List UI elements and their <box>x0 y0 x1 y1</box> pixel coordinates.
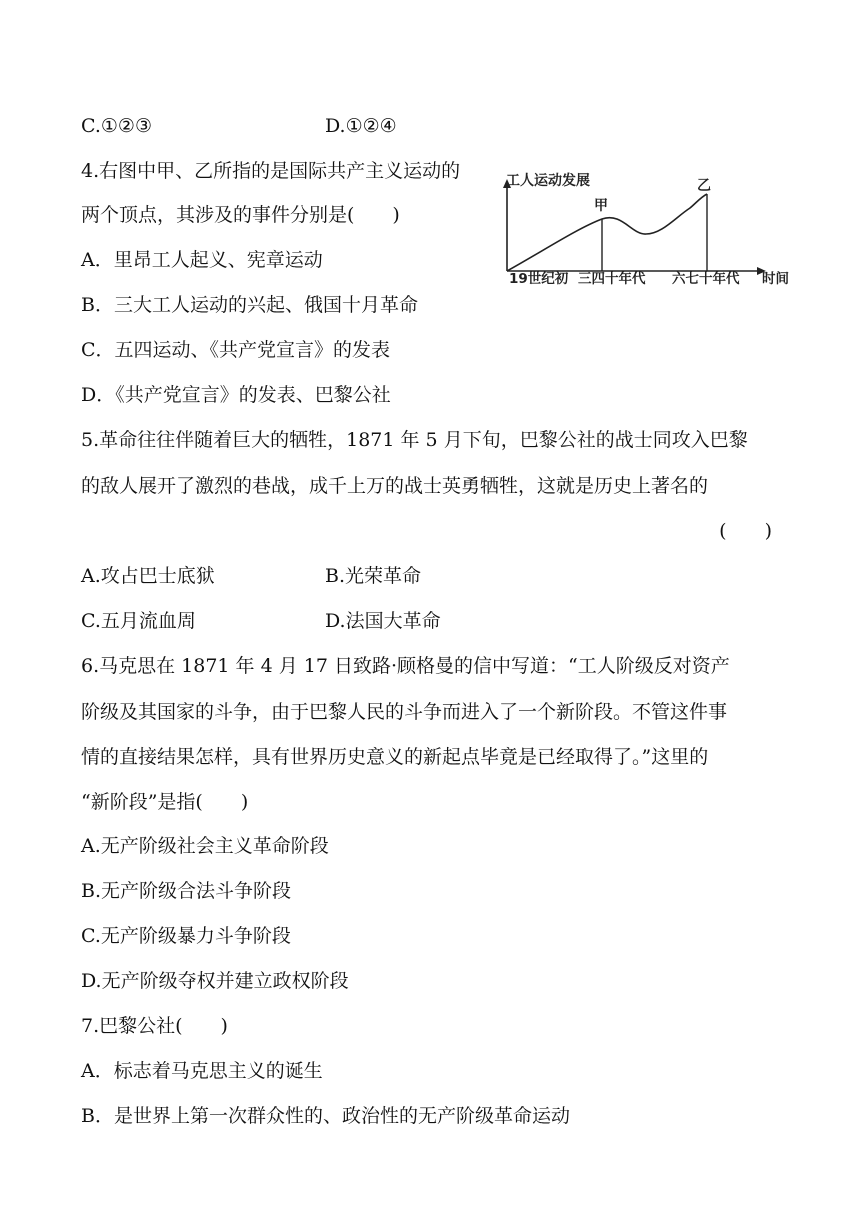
figure-tick-1830s-40s: 三四十年代 <box>578 271 646 287</box>
q4-option-c: C．五四运动、《共产党宣言》的发表 <box>81 339 391 361</box>
q4-stem-line2: 两个顶点，其涉及的事件分别是( ) <box>81 204 400 226</box>
q4-stem-line1: 4.右图中甲、乙所指的是国际共产主义运动的 <box>81 160 461 182</box>
q4-option-b: B．三大工人运动的兴起、俄国十月革命 <box>81 294 418 316</box>
q3-option-c: C.①②③ <box>81 115 152 137</box>
q5-stem-line2: 的敌人展开了激烈的巷战，成千上万的战士英勇牺牲，这就是历史上著名的 <box>81 475 709 497</box>
q6-stem-line2: 阶级及其国家的斗争，由于巴黎人民的斗争而进入了一个新阶段。不管这件事 <box>81 701 728 723</box>
q5-option-a: A.攻占巴士底狱 <box>81 565 215 587</box>
q4-option-a: A．里昂工人起义、宪章运动 <box>81 249 323 271</box>
q7-option-b: B．是世界上第一次群众性的、政治性的无产阶级革命运动 <box>81 1105 570 1127</box>
figure-x-axis-label: 时间 <box>762 271 789 287</box>
figure-y-axis-label: 工人运动发展 <box>506 173 590 189</box>
q5-option-c: C.五月流血周 <box>81 610 196 632</box>
q6-option-a: A.无产阶级社会主义革命阶段 <box>81 835 329 857</box>
q6-option-b: B.无产阶级合法斗争阶段 <box>81 880 292 902</box>
q6-option-c: C.无产阶级暴力斗争阶段 <box>81 925 291 947</box>
figure-tick-19th-century: 19世纪初 <box>509 271 569 287</box>
q3-option-d: D.①②④ <box>325 115 397 137</box>
q5-stem-line1: 5.革命往往伴随着巨大的牺牲，1871 年 5 月下旬，巴黎公社的战士同攻入巴黎 <box>81 429 748 451</box>
figure-peak-jia-label: 甲 <box>594 198 608 214</box>
q6-stem-line1: 6.马克思在 1871 年 4 月 17 日致路·顾格曼的信中写道：“工人阶级反对资产 <box>81 655 730 677</box>
q6-option-d: D.无产阶级夺权并建立政权阶段 <box>81 970 349 992</box>
q4-option-d: D．《共产党宣言》的发表、巴黎公社 <box>81 384 391 406</box>
q5-answer-blank: ( ) <box>719 520 772 542</box>
figure-peak-yi-label: 乙 <box>697 178 711 194</box>
q6-stem-line3: 情的直接结果怎样，具有世界历史意义的新起点毕竟是已经取得了。”这里的 <box>81 746 709 768</box>
q6-stem-line4: “新阶段”是指( ) <box>81 791 249 813</box>
q7-option-a: A．标志着马克思主义的诞生 <box>81 1060 323 1082</box>
q7-stem: 7.巴黎公社( ) <box>81 1015 228 1037</box>
labor-movement-figure <box>498 163 798 293</box>
figure-tick-1860s-70s: 六七十年代 <box>672 271 740 287</box>
q5-option-b: B.光荣革命 <box>325 565 422 587</box>
q5-option-d: D.法国大革命 <box>325 610 441 632</box>
